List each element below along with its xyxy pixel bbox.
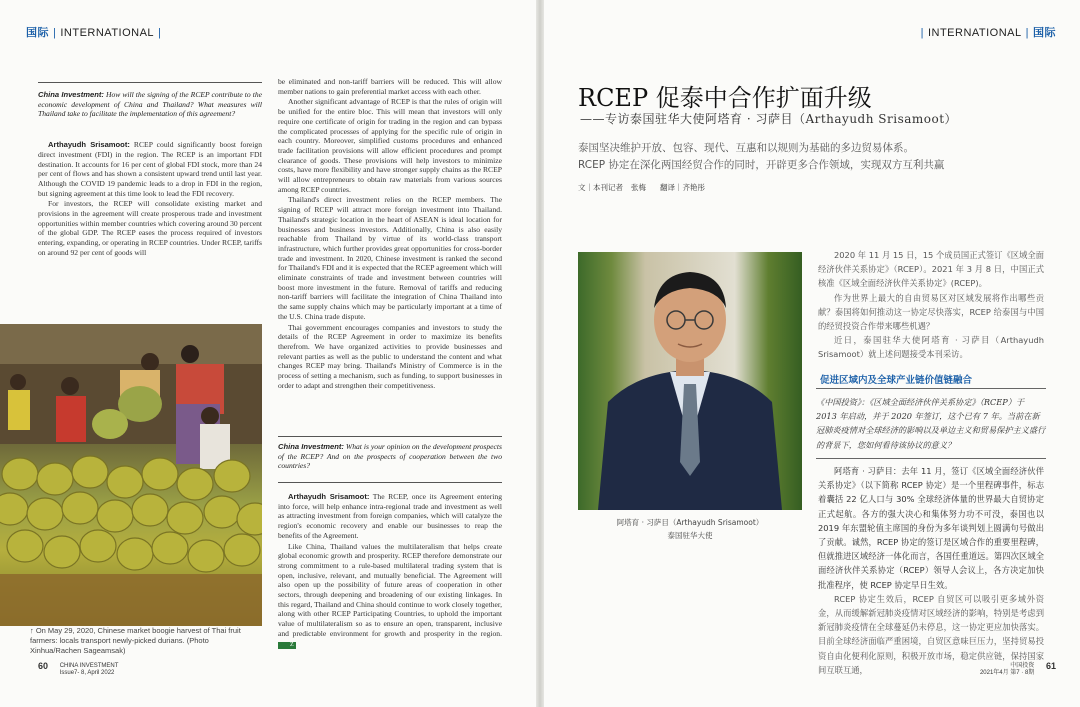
article-subtitle: ——专访泰国驻华大使阿塔育 · 习萨目（Arthayudh Srisamoot） bbox=[580, 112, 958, 126]
left-footer bbox=[38, 663, 118, 677]
photo-illustration bbox=[0, 324, 262, 626]
question-2: China Investment: What is your opinion on the development prospects of the RCEP? And on the prospects of cooperation between the two countries? bbox=[278, 442, 502, 471]
question-label: China Investment: bbox=[38, 90, 104, 99]
left-text-column-2c bbox=[278, 492, 502, 650]
lead-line-1: 泰国坚决维护开放、包容、现代、互惠和以规则为基础的多边贸易体系。 bbox=[578, 142, 914, 154]
intro-paragraph: 2020 年 11 月 15 日，15 个成员国正式签订《区域全面经济伙伴关系协定》（RCEP）。2021 年 3 月 8 日，中国正式核准《区域全面经济伙伴关系协定》(RCEP)。 bbox=[818, 250, 1044, 289]
byline-author-label: 文｜本刊记者 bbox=[578, 183, 623, 192]
page-number: 61 bbox=[1045, 661, 1056, 671]
left-text-column-2 bbox=[278, 77, 502, 392]
ambassador-portrait bbox=[578, 252, 802, 510]
paragraph: be eliminated and non-tariff barriers will be reduced. This will allow member nations to gain preferential market access with each other. bbox=[278, 77, 502, 96]
issue-info: 2021年4月 第7 · 8期 bbox=[979, 670, 1035, 676]
portrait-caption-title: 泰国驻华大使 bbox=[667, 531, 713, 540]
answer-label: Arthayudh Srisamoot: bbox=[48, 140, 130, 150]
intro-paragraph: 近日，泰国驻华大使阿塔育 · 习萨目（Arthayudh Srisamoot）就上述问题接受本刊采访。 bbox=[818, 335, 1044, 360]
right-page-header: | INTERNATIONAL | 国际 bbox=[920, 26, 1056, 39]
photo-caption: ↑ On May 29, 2020, Chinese market boogie harvest of Thai fruit farmers: locals transport newly-picked durians. (Photo Xinhua/Rachen Sageamsak) bbox=[30, 626, 241, 655]
question-text: 《中国投资》：《区域全面经济伙伴关系协定》（RCEP）于 2013 年启动，并于 2020 年签订，这个已有 7 年。当前在新冠肺炎疫情对全球经济的影响以及单边主义和贸易保护主义盛行的背景下，您如何看待该协议的意义？ bbox=[816, 397, 1046, 450]
end-mark: Z bbox=[278, 642, 296, 649]
answer-rule bbox=[278, 482, 502, 483]
question-1: China Investment: How will the signing of the RCEP contribute to the economic development of China and Thailand? What measures will Thailand take to facilitate the implementation of this agreement? bbox=[38, 90, 262, 119]
answer-paragraph: RCEP 协定生效后，RCEP 自贸区可以吸引更多域外资金，从而缓解新冠肺炎疫情对区域经济的影响，特别是考虑到新冠肺炎疫情在全球蔓延仍未停息，这一协定更应加快落实。目前全球经济面临严重困境，自贸区意味巨压力，坚持贸易投资自由化便利化原则，积极开放市场，稳定供应链，保持国家间互联互通， bbox=[818, 593, 1044, 675]
column-top-rule bbox=[38, 82, 262, 83]
left-page-header: 国际 | INTERNATIONAL | bbox=[26, 26, 162, 39]
byline-author: 张梅 bbox=[631, 183, 646, 192]
article-lead bbox=[578, 140, 1038, 174]
answer-text bbox=[818, 464, 1044, 677]
durian-market-photo bbox=[0, 324, 262, 626]
spine-gutter bbox=[536, 0, 544, 707]
portrait-caption bbox=[578, 516, 802, 542]
byline bbox=[578, 182, 713, 193]
article-title: RCEP 促泰中合作扩面升级 bbox=[578, 84, 872, 112]
header-section-en: INTERNATIONAL bbox=[60, 27, 155, 39]
question-label: China Investment: bbox=[278, 442, 344, 451]
portrait-illustration bbox=[578, 252, 802, 510]
intro-text bbox=[818, 248, 1044, 362]
page-number: 60 bbox=[38, 661, 49, 671]
header-section-zh: 国际 bbox=[1033, 26, 1056, 39]
question-box bbox=[816, 388, 1046, 459]
magazine-name: CHINA INVESTMENT bbox=[59, 663, 119, 669]
left-text-column-1 bbox=[38, 90, 262, 259]
paragraph: Thailand's direct investment relies on the RCEP members. The signing of RCEP will attract more foreign investment into Thailand. Thailand's strategic location in the heart of ASEAN is ideal location for businesses and business investors. Additionally, China is also easily reachable from Thailand by virtue of its world-class transport infrastructure, which further provides great opportunities for cross-border trade and investment. In 2020, Chinese investment is ranked the second for Thailand's FDI and it is expected that the RCEP agreement which will eliminate constraints of trade and investment between countries will boost more investment in the future. Removal of tariffs and reducing non-tariff barriers will facilitate the integration of China Thailand into the same supply chains which may be particularly important at a time of the U.S. China trade dispute. bbox=[278, 195, 502, 321]
paragraph: For investors, the RCEP will consolidate existing market and provisions in the agreement will create prosperous trade and investment opportunities within member countries which covering around 30 percent of the global GDP. The RCEP eases the process required of investors entering, expanding, or operating in RCEP countries. Under RCEP, tariffs on around 92 per cent of goods will bbox=[38, 199, 262, 257]
right-footer bbox=[980, 663, 1056, 677]
intro-paragraph: 作为世界上最大的自由贸易区对区域发展将作出哪些贡献？泰国将如何推动这一协定尽快落实，RCEP 给泰国与中国的经贸投资合作带来哪些机遇？ bbox=[818, 292, 1044, 332]
paragraph: Thai government encourages companies and investors to study the details of the RCEP Agreement in order to maximize its benefits therefrom. We have organized activities to provide businesses and relevant parties as well as the public to understand the content and what changes RCEP may bring. Thailand's Ministry of Commerce is in the process of setting a mechanism, such as funding, to support businesses in order to adapt and strengthen their competitiveness. bbox=[278, 322, 502, 390]
left-text-column-2b bbox=[278, 442, 502, 472]
byline-translator: 翻译｜齐艳彤 bbox=[660, 183, 705, 192]
magazine-name: 中国投资 bbox=[1010, 663, 1035, 669]
answer-1: Arthayudh Srisamoot: RCEP could significantly boost foreign direct investment (FDI) in the region. The RCEP is an important FDI destination. It accounts for 16 per cent of global FDI stock, more than 24 per cent of flows and has shown a consistent upward trend until last year. Although the COVID 19 pandemic leads to a drop in FDI in the region, but signing agreement at this time look to lead the FDI recovery. bbox=[38, 140, 262, 198]
paragraph: Another significant advantage of RCEP is that the rules of origin will be unified for the entire bloc. This will mean that investors will only require one certificate of origin for trading in the region and can bypass the complicated processes of applying for the specific rule of origin in each country. Moreover, simplified customs procedures and enhanced trade facilitation provisions will allow efficient procedures and prompt clearance of goods. These provisions will help investors to minimize costs, have more flexibility and have stronger supply chains as the RCEP will allow entrepreneurs to obtain raw materials from various sources among RCEP countries. bbox=[278, 97, 502, 194]
paragraph: Like China, Thailand values the multilateralism that helps create global economic growth and prosperity. RCEP therefore demonstrate our strong commitment to a rule-based multilateral trading system that is open, inclusive, relevant, and mutually beneficial. The Agreement will also open up the possibility of future areas of cooperation in other sectors, through deepening and broadening of our existing linkages. In this regard, Thailand and China should continue to work closely together, along with other RCEP Participating Countries, to uphold the important value of multilateralism so as to ensure an open, transparent, inclusive and predictable environment for growth and prosperity in the region. Z bbox=[278, 541, 502, 648]
lead-line-2: RCEP 协定在深化两国经贸合作的同时，开辟更多合作领域，实现双方互利共赢 bbox=[578, 159, 945, 171]
answer-label: Arthayudh Srisamoot: bbox=[288, 492, 370, 501]
answer-paragraph: 阿塔育 · 习萨目：去年 11 月，签订《区域全面经济伙伴关系协定》（以下简称 RCEP 协定）是一个里程碑事件，标志着囊括 22 亿人口与 30% 全球经济体量的世界最大自贸协定正式起航。各方的强大决心和集体努力功不可没，泰国也以 2019 年东盟轮值主席国的身份为多年谈判划上圆满句号做出了贡献。诚然，RCEP 协定的签订是区域合作的重要里程碑，但就推进区域经济一体化而言，各国任重道远。第四次区域全面经济伙伴关系协定（RCEP）领导人会议上，各方决定加快批准程序，使 RCEP 协定早日生效。 bbox=[818, 466, 1044, 590]
question-rule bbox=[278, 436, 502, 437]
header-section-en: INTERNATIONAL bbox=[927, 27, 1022, 39]
issue-info: Issue7- 8, April 2022 bbox=[59, 670, 115, 676]
header-section-zh: 国际 bbox=[26, 26, 49, 39]
portrait-caption-name: 阿塔育 · 习萨目（Arthayudh Srisamoot） bbox=[616, 518, 764, 527]
answer-2: Arthayudh Srisamoot: The RCEP, once its Agreement entering into force, will help enhance intra-regional trade and investment as well as attracting investment from foreign companies, which will catalyze the region's economic recovery and enable our businesses to reap the benefits of the Agreement. bbox=[278, 492, 503, 540]
section-heading: 促进区域内及全球产业链价值链融合 bbox=[820, 375, 973, 386]
